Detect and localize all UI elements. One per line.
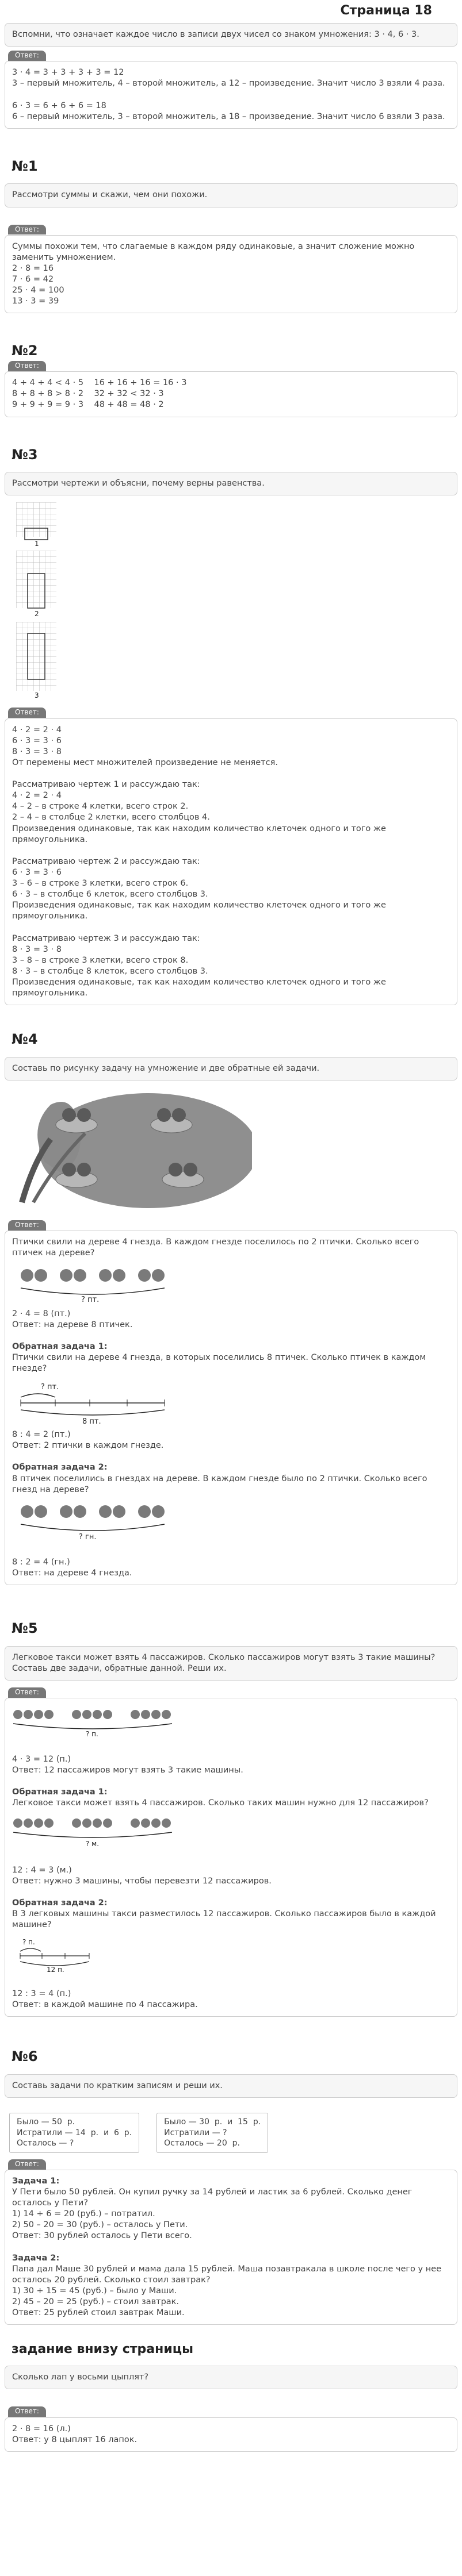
diagram-label: ? п. (86, 1730, 98, 1739)
answer-line: 8 · 3 = 3 · 8 (12, 944, 62, 954)
page-title: Страница 18 (340, 3, 432, 18)
answer-line: 3 – 8 – в строке 3 клетки, всего строк 8. (12, 955, 189, 965)
inverse-text: 8 птичек поселились в гнездах на дереве. В каждом гнезде было по 2 птички. Сколько всего гнезд на дереве? (12, 1474, 430, 1494)
short-records (5, 2109, 457, 2158)
diagram-label: ? пт. (81, 1295, 100, 1304)
answer-line: Ответ: 25 рублей стоил завтрак Маши. (12, 2308, 185, 2318)
diagram-label: 12 п. (47, 1966, 64, 1974)
solution-line: Ответ: 2 птички в каждом гнезде. (12, 1441, 164, 1451)
inverse-text: Птички свили на дереве 4 гнезда, в которых поселились 8 птичек. Сколько птичек в каждом гнезде? (12, 1352, 429, 1374)
answer-line: Произведения одинаковые, так как находим количество клеточек одного и того же прямоугольника. (12, 824, 389, 844)
answer-line: Ответ: у 8 цыплят 16 лапок. (12, 2435, 138, 2444)
solution-line: Ответ: 12 пассажиров могут взять 3 такие машины. (12, 1766, 243, 1775)
record-line: Истратили — ? (164, 2128, 227, 2137)
intro-answer (5, 61, 457, 129)
record-line: Было — 30 р. и 15 р. (164, 2117, 261, 2127)
inverse-text: Легковое такси может взять 4 пассажиров. Сколько таких машин нужно для 12 пассажиров? (12, 1798, 429, 1808)
diagram-circles-1 (18, 1265, 190, 1305)
answer-line: 3 – 6 – в строке 3 клетки, всего строк 6. (12, 879, 189, 889)
task6-question: Составь задачи по кратким записям и реши их. (5, 2074, 457, 2098)
solution-line: Ответ: на дереве 4 гнезда. (12, 1568, 132, 1578)
answer-line: 3 · 4 = 3 + 3 + 3 + 3 = 12 (12, 68, 124, 78)
task6-answer (5, 2170, 457, 2325)
answer-line: Папа дал Маше 30 рублей и мама дала 15 рублей. Маша позавтракала в школе после чего у нее осталось 20 рублей. Сколько стоил завтрак? (12, 2264, 444, 2285)
solution-line: 12 : 4 = 3 (м.) (12, 1865, 72, 1875)
solution-line: 4 · 3 = 12 (п.) (12, 1755, 71, 1764)
answer-line (12, 768, 450, 779)
diagram-segment-2 (18, 1380, 190, 1426)
diagram-label: ? п. (22, 1938, 35, 1947)
answer-line (12, 845, 450, 856)
answer-line: Суммы похожи тем, что слагаемые в каждом ряду одинаковые, а значит сложение можно заменить умножением. (12, 241, 417, 262)
answer-line: 8 + 8 + 8 > 8 · 2 32 + 32 < 32 · 3 (12, 389, 164, 399)
task4-answer (5, 1231, 457, 1585)
answer-line: 8 · 3 = 3 · 8 (12, 747, 62, 756)
answer-label: Ответ: (8, 361, 46, 371)
answer-line: Рассматриваю чертеж 1 и рассуждаю так: (12, 780, 200, 790)
grid-figures (5, 499, 457, 707)
solution-line: 2 · 4 = 8 (пт.) (12, 1309, 71, 1318)
grid-figure-2 (16, 551, 56, 618)
answer-line: 1) 14 + 6 = 20 (руб.) – потратил. (12, 2209, 155, 2219)
answer-line: 6 · 3 = 6 + 6 + 6 = 18 (12, 101, 106, 110)
answer-line: 6 · 3 – в столбце 6 клеток, всего столбцов 3. (12, 890, 208, 899)
answer-label: Ответ: (8, 2406, 46, 2417)
solution-line: 8 : 4 = 2 (пт.) (12, 1430, 71, 1440)
diagram-circles-3 (18, 1501, 190, 1543)
answer-line: Ответ: 30 рублей осталось у Пети всего. (12, 2231, 192, 2241)
tree-with-nests-image (10, 1093, 252, 1208)
inverse-text: В 3 легковых машины такси разместилось 12 пассажиров. Сколько пассажиров было в каждой машине? (12, 1909, 439, 1930)
inverse-title: Обратная задача 2: (12, 1463, 108, 1472)
record-line: Истратили — 14 р. и 6 р. (17, 2128, 132, 2137)
answer-line: 3 – первый множитель, 4 – второй множитель, а 12 – произведение. Значит число 3 взяли 4 раза. (12, 79, 445, 89)
short-record-1 (9, 2113, 139, 2152)
task3-answer (5, 718, 457, 1006)
diagram-segment-3 (19, 1936, 134, 1973)
problem-title: Задача 1: (12, 2176, 60, 2186)
diagram-label: ? м. (86, 1839, 100, 1848)
bottom-question: Сколько лап у восьми цыплят? (5, 2366, 457, 2389)
bottom-answer (5, 2417, 457, 2452)
answer-line: 4 · 2 = 2 · 4 (12, 791, 62, 801)
task5-answer (5, 1698, 457, 2017)
grid-figure-1 (16, 502, 56, 547)
answer-line: Произведения одинаковые, так как находим количество клеточек одного и того же прямоугольника. (12, 978, 389, 998)
answer-line: У Пети было 50 рублей. Он купил ручку за 14 рублей и ластик за 6 рублей. Сколько денег осталось у Пети? (12, 2187, 415, 2208)
answer-line: От перемены мест множителей произведение не меняется. (12, 758, 278, 767)
diagram-label: ? пт. (41, 1383, 59, 1392)
inverse-title: Обратная задача 2: (12, 1898, 108, 1908)
intro-question: Вспомни, что означает каждое число в записи двух чисел со знаком умножения: 3 · 4, 6 · 3. (5, 23, 457, 47)
solution-line: Ответ: на дереве 8 птичек. (12, 1320, 133, 1329)
answer-line: 4 + 4 + 4 < 4 · 5 16 + 16 + 16 = 16 · 3 (12, 378, 187, 388)
answer-line: 2 – 4 – в столбце 2 клетки, всего столбцов 4. (12, 813, 210, 822)
solution-line: 8 : 2 = 4 (гн.) (12, 1557, 70, 1567)
task4-question: Составь по рисунку задачу на умножение и две обратные ей задачи. (5, 1057, 457, 1081)
task-number: №3 (12, 446, 38, 463)
task1-question: Рассмотри суммы и скажи, чем они похожи. (5, 183, 457, 207)
short-record-2 (156, 2113, 268, 2152)
answer-line: 6 · 3 = 3 · 6 (12, 736, 62, 745)
answer-line: 2) 45 – 20 = 25 (руб.) – стоил завтрак. (12, 2297, 180, 2307)
record-line: Осталось — 20 р. (164, 2139, 240, 2148)
problem-title: Задача 2: (12, 2253, 60, 2263)
diagram-circles-2 (12, 1815, 196, 1850)
figure-label: 2 (35, 610, 39, 618)
answer-label: Ответ: (8, 1687, 46, 1698)
answer-label: Ответ: (8, 51, 46, 61)
task-number: №5 (12, 1620, 38, 1637)
answer-line: 9 + 9 + 9 = 9 · 3 48 + 48 = 48 · 2 (12, 400, 164, 410)
answer-line: Произведения одинаковые, так как находим количество клеточек одного и того же прямоугольника. (12, 901, 389, 921)
solution-line: Ответ: нужно 3 машины, чтобы перевезти 12 пассажиров. (12, 1876, 272, 1886)
task1-answer (5, 235, 457, 314)
answer-line: 2) 50 – 20 = 30 (руб.) – осталось у Пети. (12, 2220, 188, 2230)
record-line: Осталось — ? (17, 2139, 74, 2148)
answer-line: 8 · 3 – в столбце 8 клеток, всего столбцов 3. (12, 966, 208, 976)
answer-line: 1) 30 + 15 = 45 (руб.) – было у Маши. (12, 2286, 177, 2296)
task3-question: Рассмотри чертежи и объясни, почему верны равенства. (5, 472, 457, 495)
answer-line: 2 · 8 = 16 (л.) (12, 2424, 71, 2433)
diagram-label: ? гн. (79, 1532, 97, 1541)
answer-line: Рассматриваю чертеж 3 и рассуждаю так: (12, 933, 200, 943)
answer-line: 13 · 3 = 39 (12, 297, 59, 306)
inverse-title: Обратная задача 1: (12, 1787, 108, 1797)
answer-line: 6 · 3 = 3 · 6 (12, 867, 62, 877)
solution-line: 12 : 3 = 4 (п.) (12, 1989, 71, 1999)
grid-figure-3 (16, 622, 56, 700)
answer-label: Ответ: (8, 1220, 46, 1231)
task-number: №1 (12, 157, 38, 174)
figure-label: 3 (35, 691, 39, 700)
task-number: №6 (12, 2048, 38, 2065)
diagram-label: 8 пт. (82, 1417, 101, 1427)
answer-line (12, 922, 450, 933)
answer-line: 4 – 2 – в строке 4 клетки, всего строк 2. (12, 802, 189, 812)
answer-line: 4 · 2 = 2 · 4 (12, 725, 62, 735)
record-line: Было — 50 р. (17, 2117, 75, 2127)
answer-line: 6 – первый множитель, 3 – второй множитель, а 18 – произведение. Значит число 6 взяли 3 раза. (12, 112, 445, 121)
problem-text: Птички свили на дереве 4 гнезда. В каждом гнезде поселилось по 2 птички. Сколько всего птичек на дереве? (12, 1237, 422, 1258)
bottom-task-title: задание внизу страницы (12, 2342, 193, 2357)
answer-line: Рассматриваю чертеж 2 и рассуждаю так: (12, 856, 200, 866)
task5-question: Легковое такси может взять 4 пассажиров. Сколько пассажиров могут взять 3 такие машины? Составь две задачи, обратные данной. Реши их. (5, 1646, 457, 1681)
answer-label: Ответ: (8, 708, 46, 718)
answer-line: 7 · 6 = 42 (12, 275, 54, 284)
inverse-title: Обратная задача 1: (12, 1341, 108, 1351)
task-number: №4 (12, 1031, 38, 1048)
solution-line: Ответ: в каждой машине по 4 пассажира. (12, 2000, 198, 2010)
page-header (5, 0, 457, 17)
tree-picture (5, 1084, 457, 1220)
diagram-circles-1 (12, 1706, 196, 1739)
answer-line: 25 · 4 = 100 (12, 286, 64, 295)
task-number: №2 (12, 343, 38, 359)
answer-label: Ответ: (8, 2159, 46, 2170)
task2-answer (5, 371, 457, 417)
answer-line: 2 · 8 = 16 (12, 263, 54, 273)
answer-label: Ответ: (8, 225, 46, 235)
figure-label: 1 (35, 540, 39, 548)
answer-line (12, 90, 450, 101)
